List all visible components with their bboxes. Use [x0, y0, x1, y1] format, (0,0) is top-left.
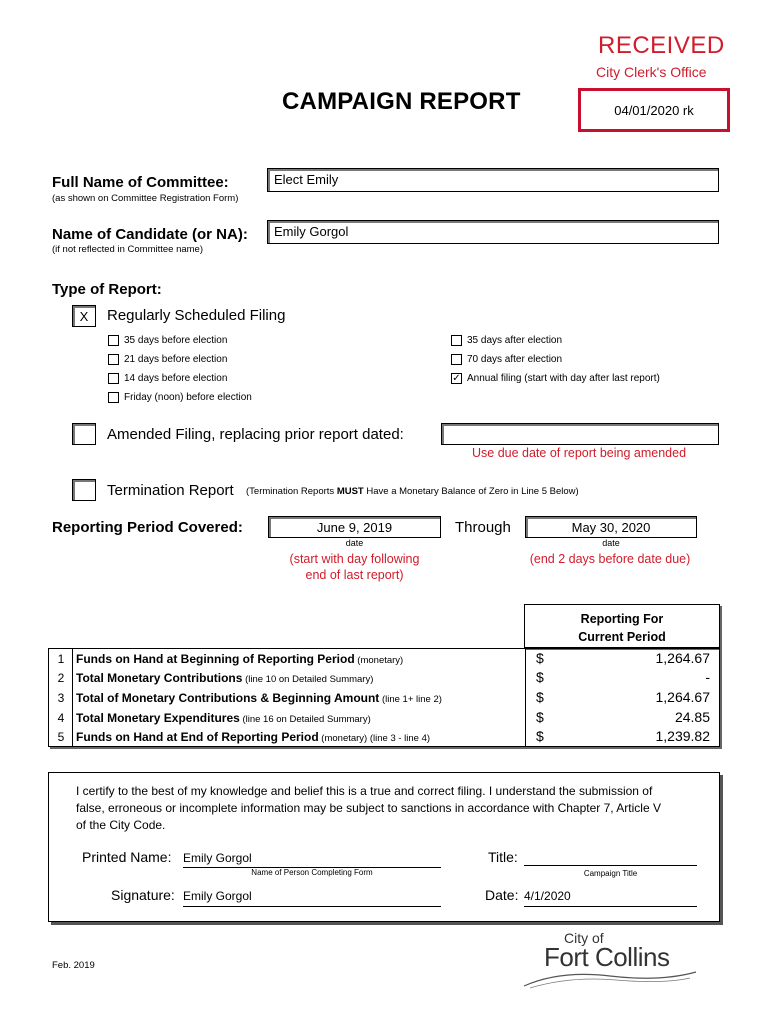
- period-end-field[interactable]: May 30, 2020: [525, 516, 697, 538]
- printed-name-label: Printed Name:: [82, 849, 172, 865]
- logo-small-text: City of: [564, 930, 604, 946]
- table-header-line-1: Reporting For: [580, 612, 664, 626]
- row-description: Total Monetary Contributions (line 10 on Detailed Summary): [76, 671, 374, 685]
- table-row: [48, 727, 720, 747]
- form-version: Feb. 2019: [52, 960, 95, 971]
- option-70-after-label: 70 days after election: [467, 354, 563, 365]
- fort-collins-logo: [520, 930, 700, 990]
- certification-text: [76, 783, 661, 834]
- certification-line: I certify to the best of my knowledge and belief this is a true and correct filing. I understand the submission of: [76, 784, 653, 798]
- printed-name-caption: Name of Person Completing Form: [251, 868, 373, 877]
- title-caption: Campaign Title: [583, 869, 638, 878]
- row-dollar: $: [536, 669, 544, 685]
- option-21-before-label: 21 days before election: [124, 354, 228, 365]
- table-header: [524, 604, 720, 648]
- row-description: Funds on Hand at End of Reporting Period (monetary) (line 3 - line 4): [76, 730, 431, 744]
- option-35-after-label: 35 days after election: [467, 335, 563, 346]
- option-35-before-label: 35 days before election: [124, 335, 228, 346]
- option-35-before-checkbox[interactable]: [108, 335, 119, 346]
- period-end-caption: date: [602, 538, 620, 548]
- table-row: [48, 668, 720, 688]
- regular-filing-checkbox[interactable]: X: [72, 305, 96, 327]
- through-label: Through: [455, 519, 511, 536]
- table-row: [48, 688, 720, 708]
- row-dollar: $: [536, 689, 544, 705]
- candidate-name-field[interactable]: Emily Gorgol: [267, 220, 719, 244]
- row-description: Total Monetary Expenditures (line 16 on Detailed Summary): [76, 711, 371, 725]
- table-header-line-2: Current Period: [578, 630, 666, 644]
- period-end-note: (end 2 days before date due): [529, 552, 691, 566]
- title-field[interactable]: [524, 849, 697, 866]
- logo-swoosh-icon: [520, 966, 700, 990]
- row-amount[interactable]: 1,239.82: [655, 728, 710, 744]
- option-annual-checkbox[interactable]: ✓: [452, 373, 461, 384]
- option-14-before-checkbox[interactable]: [108, 373, 119, 384]
- committee-name-field[interactable]: Elect Emily: [267, 168, 719, 192]
- row-number: 1: [57, 652, 65, 666]
- table-row: [48, 649, 720, 669]
- row-amount[interactable]: 24.85: [674, 709, 710, 725]
- amended-filing-label: Amended Filing, replacing prior report dated:: [107, 426, 404, 443]
- option-35-after-checkbox[interactable]: [451, 335, 462, 346]
- row-number: 3: [57, 691, 65, 705]
- option-14-before-label: 14 days before election: [124, 373, 228, 384]
- certification-line: of the City Code.: [76, 818, 166, 832]
- option-friday-label: Friday (noon) before election: [124, 392, 252, 403]
- amended-filing-checkbox[interactable]: [72, 423, 96, 445]
- logo-big-text: Fort Collins: [544, 942, 670, 972]
- termination-checkbox[interactable]: [72, 479, 96, 501]
- termination-label: Termination Report: [107, 482, 234, 499]
- row-amount[interactable]: -: [705, 669, 710, 685]
- row-number: 2: [57, 671, 65, 685]
- row-dollar: $: [536, 709, 544, 725]
- period-start-note-1: (start with day following: [289, 552, 420, 566]
- row-dollar: $: [536, 650, 544, 666]
- period-start-caption: date: [345, 538, 364, 548]
- signature-field[interactable]: Emily Gorgol: [183, 887, 441, 907]
- printed-name-field[interactable]: Emily Gorgol: [183, 849, 441, 868]
- certification-line: false, erroneous or incomplete information may be subject to sanctions in accordance with Chapter 7, Article V: [76, 801, 661, 815]
- option-70-after-checkbox[interactable]: [451, 354, 462, 365]
- amended-note: Use due date of report being amended: [472, 446, 687, 460]
- title-label: Title:: [488, 849, 518, 865]
- table-row: [48, 708, 720, 728]
- row-description: Total of Monetary Contributions & Beginning Amount (line 1+ line 2): [76, 691, 442, 705]
- row-dollar: $: [536, 728, 544, 744]
- committee-note: (as shown on Committee Registration Form): [52, 193, 239, 204]
- option-friday-checkbox[interactable]: [108, 392, 119, 403]
- row-number: 5: [57, 730, 65, 744]
- row-amount[interactable]: 1,264.67: [655, 650, 710, 666]
- date-field[interactable]: 4/1/2020: [524, 887, 697, 907]
- received-stamp-date: 04/01/2020 rk: [578, 88, 730, 132]
- amended-date-field[interactable]: [441, 423, 719, 445]
- regular-filing-label: Regularly Scheduled Filing: [107, 307, 286, 324]
- termination-note: (Termination Reports MUST Have a Monetary Balance of Zero in Line 5 Below): [246, 486, 579, 497]
- option-21-before-checkbox[interactable]: [108, 354, 119, 365]
- date-label: Date:: [485, 887, 519, 903]
- report-type-label: Type of Report:: [52, 281, 162, 298]
- row-number: 4: [57, 711, 65, 725]
- row-description: Funds on Hand at Beginning of Reporting Period (monetary): [76, 652, 404, 666]
- period-start-field[interactable]: June 9, 2019: [268, 516, 441, 538]
- signature-label: Signature:: [111, 887, 175, 903]
- reporting-period-label: Reporting Period Covered:: [52, 519, 243, 536]
- page-title: CAMPAIGN REPORT: [282, 88, 521, 115]
- received-stamp: RECEIVED: [598, 32, 725, 59]
- option-annual-label: Annual filing (start with day after last report): [467, 373, 660, 384]
- row-amount[interactable]: 1,264.67: [655, 689, 710, 705]
- candidate-label: Name of Candidate (or NA):: [52, 226, 248, 243]
- received-stamp-office: City Clerk's Office: [596, 64, 707, 80]
- period-start-note-2: end of last report): [305, 568, 404, 582]
- committee-label: Full Name of Committee:: [52, 174, 229, 191]
- candidate-note: (if not reflected in Committee name): [52, 244, 204, 255]
